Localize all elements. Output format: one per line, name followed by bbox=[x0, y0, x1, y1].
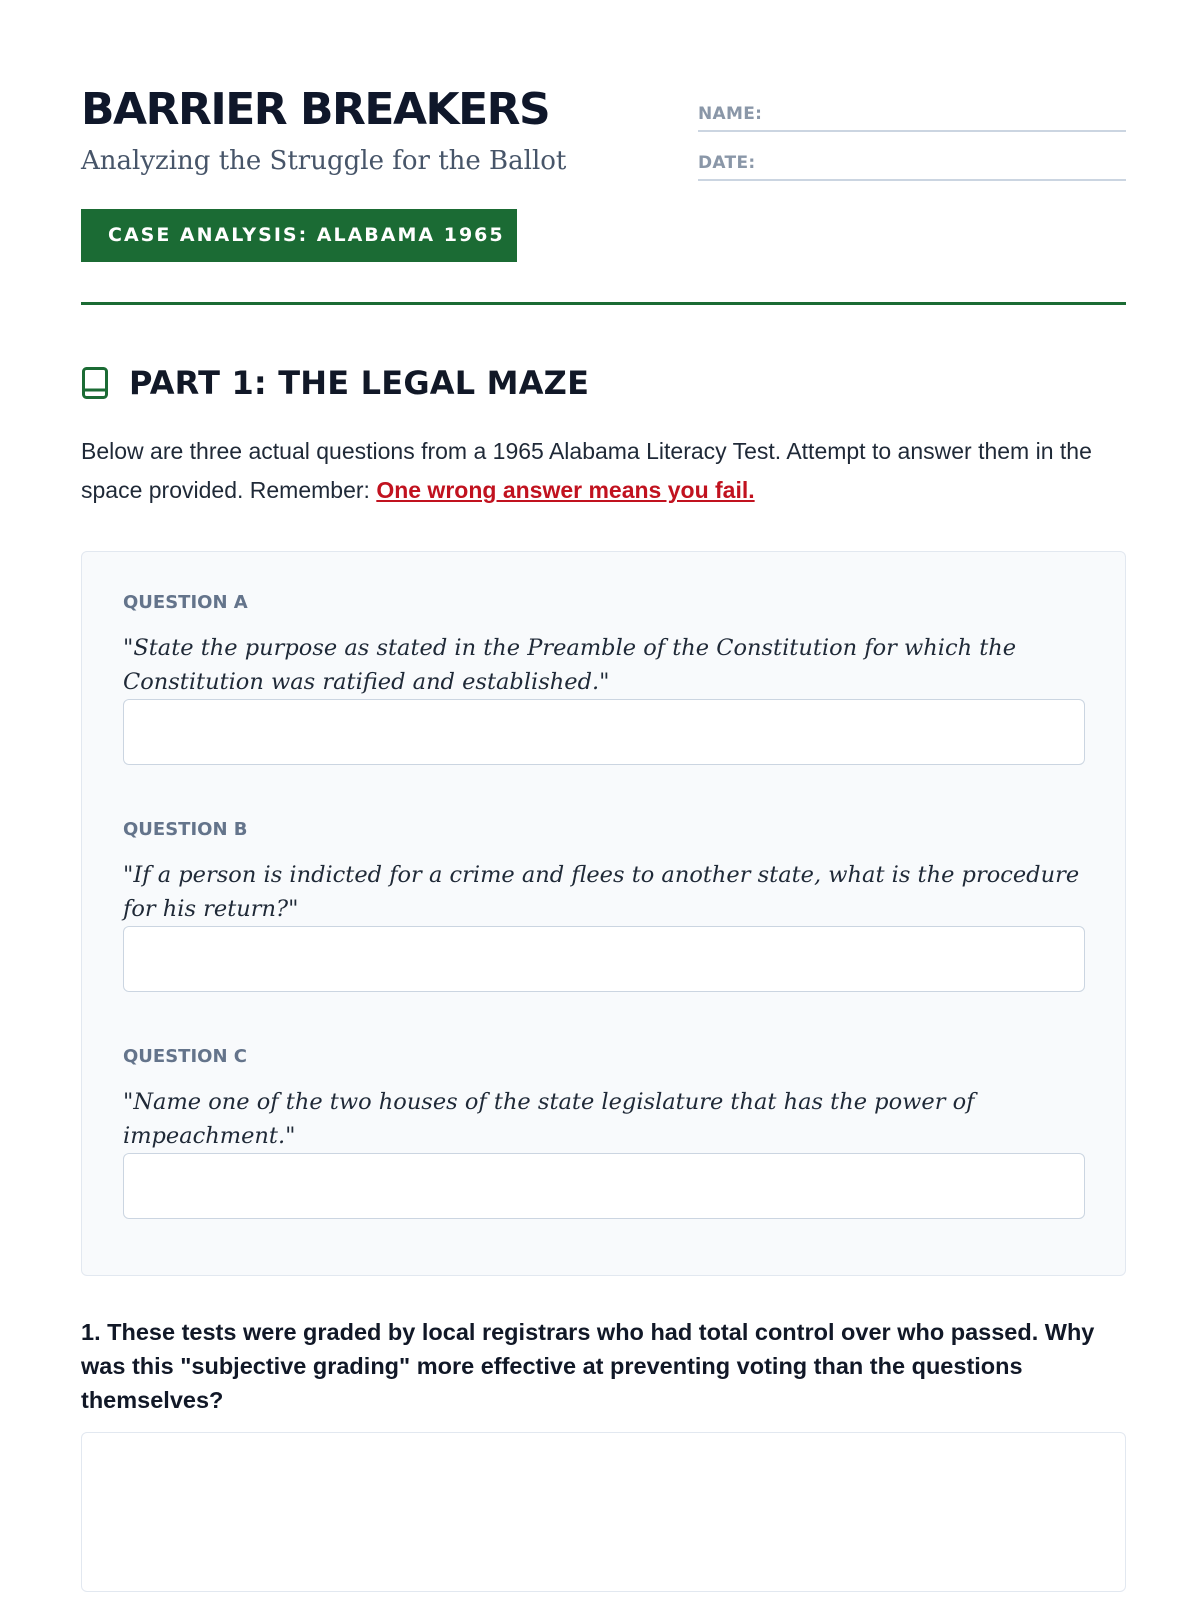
worksheet-page bbox=[81, 0, 1126, 1413]
question-b-label: QUESTION B bbox=[123, 819, 248, 840]
question-b-text: "If a person is indicted for a crime and flees to another state, what is the procedure for his return?" bbox=[123, 862, 1080, 922]
question-c-answer-input[interactable] bbox=[123, 1153, 1085, 1219]
question-b bbox=[123, 816, 1085, 926]
question-b-answer-input[interactable] bbox=[123, 926, 1085, 992]
instructions-text: Below are three actual questions from a 1965 Alabama Literacy Test. Attempt to answer them in the space provided. Remember: bbox=[81, 438, 1092, 503]
question-c-label: QUESTION C bbox=[123, 1046, 247, 1067]
question-a-label: QUESTION A bbox=[123, 592, 248, 613]
reflection-answer-1[interactable] bbox=[81, 1432, 1126, 1592]
name-field[interactable] bbox=[698, 98, 1126, 132]
part1-heading bbox=[81, 363, 589, 403]
worksheet-header bbox=[81, 0, 1126, 305]
question-c-text: "Name one of the two houses of the state legislature that has the power of impeachment." bbox=[123, 1089, 975, 1149]
book-icon bbox=[81, 366, 111, 400]
name-label: NAME: bbox=[698, 104, 763, 124]
date-label: DATE: bbox=[698, 153, 756, 173]
question-a-text: "State the purpose as stated in the Preamble of the Constitution for which the Constitution was ratified and established." bbox=[123, 635, 1017, 695]
literacy-test-panel bbox=[81, 551, 1126, 1276]
question-a bbox=[123, 589, 1085, 699]
worksheet-subtitle: Analyzing the Struggle for the Ballot bbox=[81, 146, 567, 176]
part1-instructions bbox=[81, 432, 1126, 510]
question-a-answer-input[interactable] bbox=[123, 699, 1085, 765]
fail-warning: One wrong answer means you fail. bbox=[376, 477, 755, 503]
date-field[interactable] bbox=[698, 147, 1126, 181]
reflection-question-1: 1. These tests were graded by local registrars who had total control over who passed. Why was this "subjective grading" more effective at preventing voting than the questions themselves? bbox=[81, 1319, 1095, 1413]
question-c bbox=[123, 1043, 1085, 1153]
part1-title: PART 1: THE LEGAL MAZE bbox=[129, 364, 590, 402]
header-divider bbox=[81, 302, 1126, 305]
worksheet-title: BARRIER BREAKERS bbox=[81, 84, 550, 135]
case-analysis-badge: CASE ANALYSIS: ALABAMA 1965 bbox=[81, 209, 517, 262]
